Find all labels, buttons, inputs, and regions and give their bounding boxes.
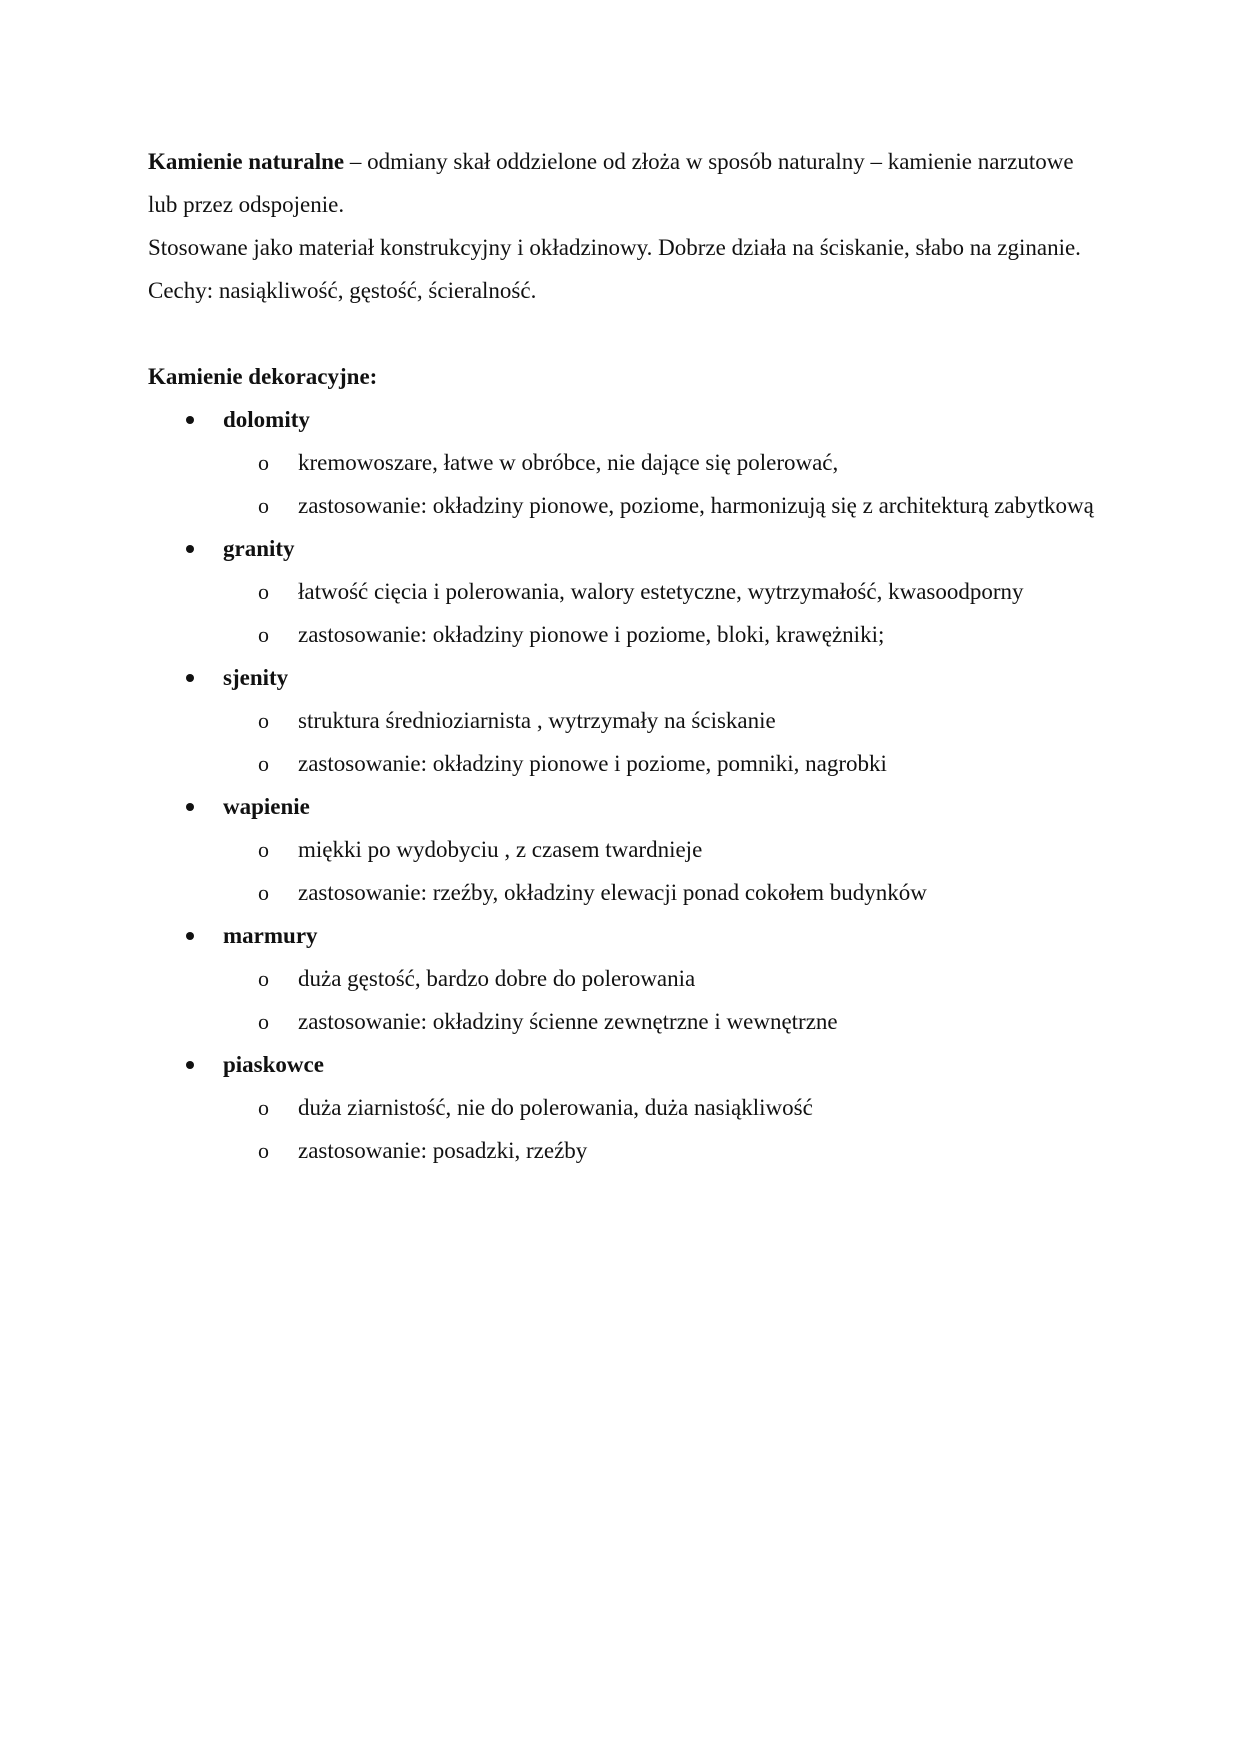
document-page <box>148 140 1098 1172</box>
circle-bullet-icon: o <box>258 493 269 518</box>
list-item <box>148 613 1098 656</box>
list-item <box>148 828 1098 871</box>
circle-bullet-icon: o <box>258 751 269 776</box>
detail-list <box>148 1086 1098 1172</box>
list-item <box>148 656 1098 785</box>
detail-text: zastosowanie: posadzki, rzeźby <box>298 1138 588 1163</box>
circle-bullet-icon: o <box>258 966 269 991</box>
bullet-icon <box>186 803 194 811</box>
detail-text: zastosowanie: okładziny pionowe i poziome, bloki, krawężniki; <box>298 622 885 647</box>
list-item <box>148 570 1098 613</box>
detail-text: zastosowanie: okładziny pionowe i poziome, pomniki, nagrobki <box>298 751 887 776</box>
list-item <box>148 957 1098 1000</box>
circle-bullet-icon: o <box>258 837 269 862</box>
circle-bullet-icon: o <box>258 880 269 905</box>
list-item <box>148 1000 1098 1043</box>
list-item <box>148 914 1098 1043</box>
bullet-icon <box>186 545 194 553</box>
detail-text: struktura średnioziarnista , wytrzymały na ściskanie <box>298 708 776 733</box>
detail-list <box>148 699 1098 785</box>
circle-bullet-icon: o <box>258 579 269 604</box>
detail-list <box>148 828 1098 914</box>
stone-list <box>148 398 1098 1172</box>
detail-text: zastosowanie: okładziny pionowe, poziome, harmonizują się z architekturą zabytkową <box>298 493 1094 518</box>
circle-bullet-icon: o <box>258 1095 269 1120</box>
list-item <box>148 699 1098 742</box>
bullet-icon <box>186 932 194 940</box>
intro-definition: – odmiany skał oddzielone od złoża w sposób naturalny – kamienie narzutowe lub przez odspojenie. <box>148 149 1074 217</box>
stone-name: sjenity <box>223 665 289 690</box>
list-item <box>148 484 1098 527</box>
detail-list <box>148 441 1098 527</box>
intro-description: Stosowane jako materiał konstrukcyjny i okładzinowy. Dobrze działa na ściskanie, słabo na zginanie. Cechy: nasiąkliwość, gęstość, ścieralność. <box>148 235 1081 303</box>
detail-text: duża ziarnistość, nie do polerowania, duża nasiąkliwość <box>298 1095 813 1120</box>
list-item <box>148 398 1098 527</box>
list-item <box>148 871 1098 914</box>
circle-bullet-icon: o <box>258 1009 269 1034</box>
detail-text: zastosowanie: rzeźby, okładziny elewacji ponad cokołem budynków <box>298 880 927 905</box>
stone-name: granity <box>223 536 295 561</box>
stone-name: piaskowce <box>223 1052 324 1077</box>
detail-text: kremowoszare, łatwe w obróbce, nie dające się polerować, <box>298 450 839 475</box>
detail-text: zastosowanie: okładziny ścienne zewnętrzne i wewnętrzne <box>298 1009 838 1034</box>
list-item <box>148 785 1098 914</box>
list-item <box>148 1129 1098 1172</box>
detail-list <box>148 570 1098 656</box>
list-item <box>148 441 1098 484</box>
stone-name: wapienie <box>223 794 310 819</box>
bullet-icon <box>186 674 194 682</box>
bullet-icon <box>186 1061 194 1069</box>
detail-text: miękki po wydobyciu , z czasem twardnieje <box>298 837 703 862</box>
circle-bullet-icon: o <box>258 622 269 647</box>
stone-name: marmury <box>223 923 318 948</box>
detail-text: łatwość cięcia i polerowania, walory estetyczne, wytrzymałość, kwasoodporny <box>298 579 1024 604</box>
list-item <box>148 1043 1098 1172</box>
detail-text: duża gęstość, bardzo dobre do polerowania <box>298 966 696 991</box>
circle-bullet-icon: o <box>258 708 269 733</box>
list-item <box>148 1086 1098 1129</box>
detail-list <box>148 957 1098 1043</box>
bullet-icon <box>186 416 194 424</box>
list-item <box>148 527 1098 656</box>
circle-bullet-icon: o <box>258 450 269 475</box>
circle-bullet-icon: o <box>258 1138 269 1163</box>
intro-paragraph <box>148 140 1098 226</box>
section-title: Kamienie dekoracyjne: <box>148 364 378 389</box>
list-item <box>148 742 1098 785</box>
intro-term: Kamienie naturalne <box>148 149 345 174</box>
stone-name: dolomity <box>223 407 310 432</box>
